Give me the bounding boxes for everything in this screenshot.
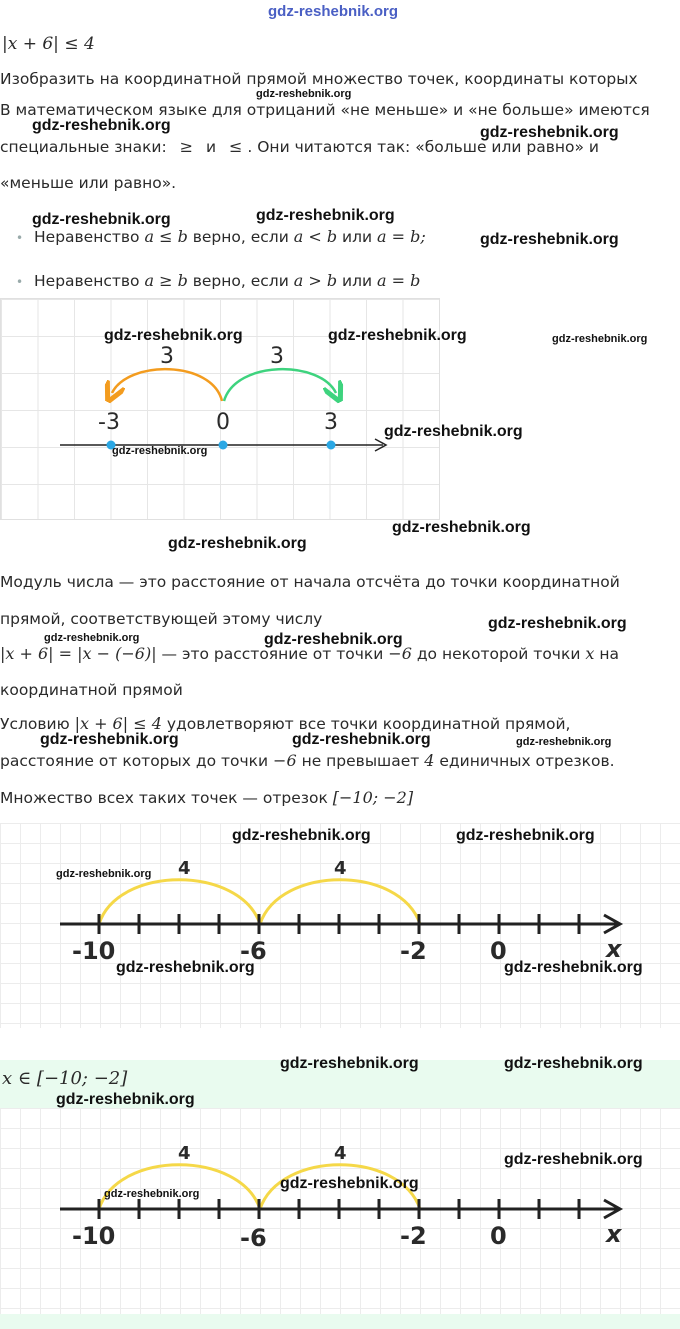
left-jump-label: 3 [160, 344, 174, 369]
right-jump-arc [224, 369, 336, 401]
watermark: gdz-reshebnik.org [112, 445, 208, 457]
definition-line-1: Модуль числа — это расстояние от начала отсчёта до точки координатной [0, 573, 620, 591]
bullet-dot-icon: • [16, 231, 24, 245]
bullet-math: a = b; [377, 227, 426, 246]
bullet-dot-icon: • [16, 275, 24, 289]
bullet-math: a = b [377, 271, 421, 290]
definition-line-2: прямой, соответствующей этому числу [0, 610, 323, 628]
bullet-text: верно, если [192, 272, 289, 290]
condition-text: Условию [0, 715, 70, 733]
tick-label: -2 [400, 1222, 427, 1250]
expression-text: на [599, 645, 619, 663]
jump-label: 4 [334, 1143, 347, 1164]
expression-line-2: координатной прямой [0, 681, 183, 699]
tick-label: -3 [98, 410, 120, 435]
set-text: Множество всех таких точек — отрезок [0, 789, 328, 807]
watermark: gdz-reshebnik.org [56, 1091, 195, 1108]
intro-line-2 [0, 139, 599, 156]
tick-label: -10 [72, 1222, 116, 1250]
bullet-text: или [342, 272, 373, 290]
bottom-band [0, 1314, 680, 1329]
intro-text-a: специальные знаки: [0, 138, 167, 156]
watermark: gdz-reshebnik.org [280, 1055, 419, 1072]
bullet-text: Неравенство [34, 272, 140, 290]
watermark: gdz-reshebnik.org [456, 827, 595, 844]
expression-text: — это расстояние от точки [161, 645, 384, 663]
bullet-math: a < b [293, 227, 338, 246]
watermark: gdz-reshebnik.org [384, 423, 523, 440]
watermark: gdz-reshebnik.org [480, 124, 619, 141]
bullet-math: a ≤ b [144, 227, 188, 246]
answer-math: x ∈ [−10; −2] [2, 1068, 128, 1089]
watermark: gdz-reshebnik.org [40, 731, 179, 748]
watermark: gdz-reshebnik.org [32, 211, 171, 228]
left-jump-arc [112, 369, 222, 401]
point-3 [327, 441, 336, 450]
set-line [0, 790, 413, 807]
axis-label: x [606, 1220, 622, 1248]
watermark: gdz-reshebnik.org [516, 736, 612, 748]
tick-label: 0 [490, 937, 507, 965]
intro-text-b: . Они читаются так: «больше или равно» и [247, 138, 599, 156]
bullet-text: Неравенство [34, 228, 140, 246]
bullet-math: a > b [293, 271, 338, 290]
condition-math: 4 [424, 751, 435, 770]
task-text: Изобразить на координатной прямой множество точек, координаты которых [0, 70, 638, 88]
figure-2-number-line [0, 823, 680, 1028]
tick-label: -6 [240, 1224, 267, 1252]
jump-label: 4 [334, 858, 347, 879]
bullet-item-2 [16, 273, 420, 290]
intro-line-1: В математическом языке для отрицаний «не меньше» и «не больше» имеются [0, 101, 650, 119]
condition-text: удовлетворяют все точки координатной прямой, [166, 715, 571, 733]
and-word: и [206, 138, 217, 156]
condition-text: единичных отрезков. [439, 752, 615, 770]
watermark: gdz-reshebnik.org [328, 327, 467, 344]
watermark: gdz-reshebnik.org [480, 231, 619, 248]
le-sign: ≤ [229, 137, 243, 156]
watermark: gdz-reshebnik.org [256, 88, 352, 100]
bullet-math: a ≥ b [144, 271, 188, 290]
ge-sign: ≥ [179, 137, 194, 156]
watermark: gdz-reshebnik.org [56, 868, 152, 880]
expression-text: до некоторой точки [416, 645, 581, 663]
watermark: gdz-reshebnik.org [168, 535, 307, 552]
condition-math: |x + 6| ≤ 4 [74, 714, 162, 733]
watermark: gdz-reshebnik.org [504, 959, 643, 976]
expression-math: x [585, 644, 595, 663]
jump-label: 4 [178, 1143, 191, 1164]
axis-label: x [606, 935, 622, 963]
bullet-text: или [342, 228, 373, 246]
watermark: gdz-reshebnik.org [32, 117, 171, 134]
expression-line [0, 646, 619, 663]
watermark: gdz-reshebnik.org [504, 1055, 643, 1072]
problem-formula: |x + 6| ≤ 4 [2, 34, 95, 54]
expression-math: |x + 6| = |x − (−6)| [0, 644, 157, 663]
site-watermark: gdz-reshebnik.org [268, 3, 399, 20]
watermark: gdz-reshebnik.org [488, 615, 627, 632]
watermark: gdz-reshebnik.org [264, 631, 403, 648]
watermark: gdz-reshebnik.org [552, 333, 648, 345]
tick-label: -10 [72, 937, 116, 965]
figure-3-number-line [0, 1108, 680, 1314]
tick-label: 3 [324, 410, 338, 435]
condition-math: −6 [273, 751, 297, 770]
tick-label: -6 [240, 937, 267, 965]
watermark: gdz-reshebnik.org [232, 827, 371, 844]
tick-label: 0 [216, 410, 230, 435]
tick-label: 0 [490, 1222, 507, 1250]
intro-line-3: «меньше или равно». [0, 174, 177, 192]
tick-label: -2 [400, 937, 427, 965]
bullet-item-1 [16, 229, 426, 246]
bullet-text: верно, если [192, 228, 289, 246]
watermark: gdz-reshebnik.org [104, 327, 243, 344]
jump-label: 4 [178, 858, 191, 879]
watermark: gdz-reshebnik.org [280, 1175, 419, 1192]
condition-text: расстояние от которых до точки [0, 752, 269, 770]
watermark: gdz-reshebnik.org [44, 632, 140, 644]
watermark: gdz-reshebnik.org [116, 959, 255, 976]
watermark: gdz-reshebnik.org [392, 519, 531, 536]
right-jump-label: 3 [270, 344, 284, 369]
condition-text: не превышает [301, 752, 420, 770]
watermark: gdz-reshebnik.org [292, 731, 431, 748]
expression-math: −6 [388, 644, 412, 663]
watermark: gdz-reshebnik.org [256, 207, 395, 224]
watermark: gdz-reshebnik.org [504, 1151, 643, 1168]
point-0 [219, 441, 228, 450]
set-math: [−10; −2] [332, 788, 414, 807]
condition-line-2 [0, 753, 615, 770]
watermark: gdz-reshebnik.org [104, 1188, 200, 1200]
